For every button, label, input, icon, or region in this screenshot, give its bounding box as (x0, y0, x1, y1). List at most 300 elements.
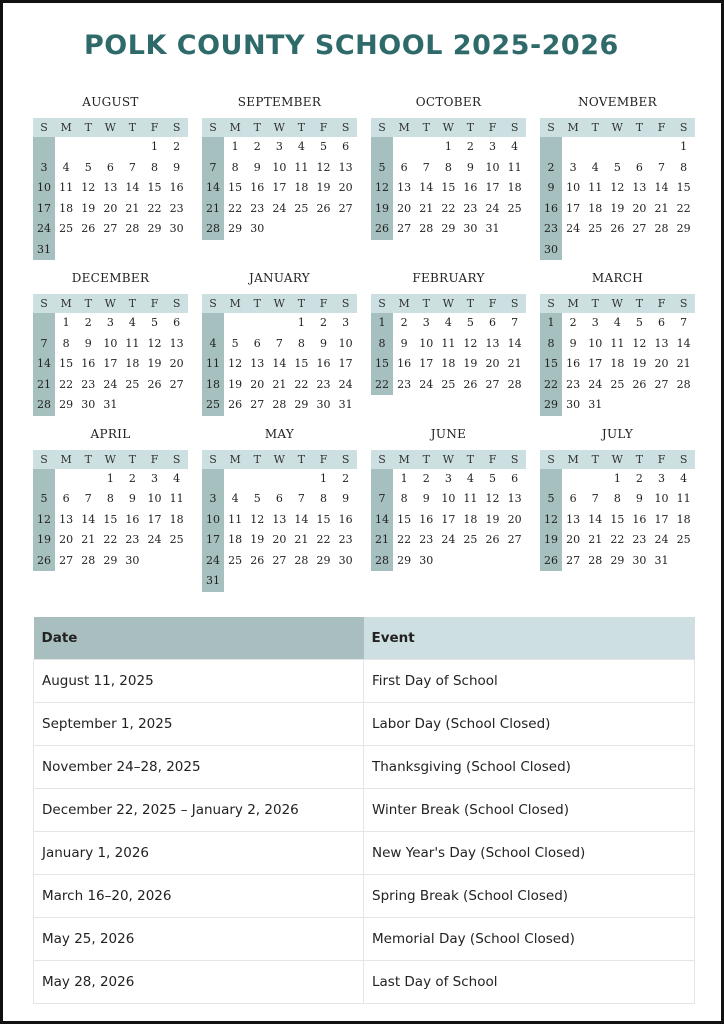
day-cell: 22 (441, 201, 456, 215)
day-cell: 8 (371, 334, 393, 355)
empty-day-cell (393, 137, 415, 158)
day-cell: 13 (103, 181, 118, 194)
day-cell: 19 (463, 357, 478, 370)
weekday-header: F (312, 450, 334, 469)
empty-day-cell (143, 395, 165, 416)
day-cell: 5 (231, 336, 239, 350)
day-cell: 22 (676, 201, 691, 215)
day-cell: 31 (33, 240, 55, 261)
weekday-header: T (459, 450, 481, 469)
day-cell: 18 (59, 201, 74, 215)
calendar-grid (33, 92, 695, 592)
day-cell: 19 (540, 530, 562, 551)
day-cell: 22 (103, 533, 118, 546)
day-cell: 5 (635, 316, 643, 329)
day-cell: 11 (294, 160, 309, 174)
empty-day-cell (121, 395, 143, 416)
empty-day-cell (650, 395, 672, 416)
event-cell: Last Day of School (364, 961, 695, 1004)
empty-day-cell (606, 395, 628, 416)
day-cell: 20 (103, 201, 118, 215)
day-cell: 7 (84, 492, 92, 505)
weekday-header: S (33, 118, 55, 137)
day-cell: 31 (588, 398, 603, 411)
day-cell: 14 (81, 512, 96, 526)
empty-day-cell (143, 551, 165, 572)
day-cell: 29 (540, 395, 562, 416)
month-name: DECEMBER (71, 271, 150, 285)
day-cell: 7 (33, 334, 55, 355)
empty-day-cell (650, 137, 672, 158)
month-name: OCTOBER (415, 95, 482, 109)
table-row (34, 961, 695, 1004)
empty-day-cell (606, 240, 628, 261)
day-cell: 31 (485, 222, 500, 235)
day-cell: 18 (676, 512, 691, 526)
empty-day-cell (202, 137, 224, 158)
weekday-header: F (312, 294, 334, 313)
weekday-header: S (33, 294, 55, 313)
empty-day-cell (312, 571, 334, 592)
day-cell: 18 (441, 357, 456, 370)
empty-day-cell (33, 313, 55, 334)
day-cell: 19 (485, 512, 500, 526)
day-cell: 9 (84, 336, 92, 350)
day-cell: 3 (342, 316, 350, 329)
day-cell: 10 (33, 178, 55, 199)
day-cell: 25 (59, 222, 74, 235)
empty-day-cell (650, 240, 672, 261)
day-cell: 17 (419, 357, 434, 370)
day-cell: 28 (294, 553, 309, 567)
day-cell: 13 (272, 512, 287, 526)
day-cell: 10 (202, 510, 224, 531)
day-cell: 6 (106, 160, 114, 174)
month-name: AUGUST (82, 95, 139, 109)
weekday-header: F (143, 450, 165, 469)
empty-day-cell (562, 240, 584, 261)
day-cell: 3 (444, 471, 452, 485)
empty-day-cell (415, 137, 437, 158)
date-cell: December 22, 2025 – January 2, 2026 (34, 789, 364, 832)
day-cell: 26 (610, 222, 625, 235)
day-cell: 19 (81, 201, 96, 215)
event-cell: Memorial Day (School Closed) (364, 918, 695, 961)
page-title: POLK COUNTY SCHOOL 2025-2026 (84, 30, 619, 61)
day-cell: 22 (147, 201, 162, 215)
day-cell: 28 (654, 222, 669, 235)
day-cell: 27 (632, 222, 647, 235)
day-cell: 26 (316, 201, 331, 215)
day-cell: 24 (202, 551, 224, 572)
weekday-header: S (540, 294, 562, 313)
day-cell: 12 (33, 510, 55, 531)
day-cell: 6 (635, 160, 643, 174)
weekday-header: S (371, 294, 393, 313)
day-cell: 23 (81, 377, 96, 391)
day-cell: 14 (419, 181, 434, 194)
day-cell: 1 (680, 140, 688, 153)
day-cell: 18 (610, 357, 625, 370)
day-cell: 22 (397, 533, 412, 546)
empty-day-cell (673, 240, 695, 261)
day-cell: 26 (250, 553, 265, 567)
day-cell: 18 (228, 533, 243, 546)
empty-day-cell (628, 137, 650, 158)
day-cell: 15 (540, 354, 562, 375)
event-cell: Spring Break (School Closed) (364, 875, 695, 918)
day-cell: 1 (231, 140, 239, 153)
day-cell: 17 (202, 530, 224, 551)
day-cell: 18 (463, 512, 478, 526)
day-cell: 8 (106, 492, 114, 505)
month-days-grid (33, 118, 188, 260)
day-cell: 17 (485, 181, 500, 194)
empty-day-cell (268, 313, 290, 334)
empty-day-cell (77, 240, 99, 261)
day-cell: 31 (654, 553, 669, 567)
day-cell: 28 (588, 553, 603, 567)
day-cell: 2 (253, 140, 261, 153)
weekday-header: W (268, 450, 290, 469)
day-cell: 2 (84, 316, 92, 329)
day-cell: 24 (103, 377, 118, 391)
day-cell: 10 (419, 336, 434, 350)
day-cell: 9 (253, 160, 261, 174)
empty-day-cell (121, 240, 143, 261)
day-cell: 25 (228, 553, 243, 567)
day-cell: 30 (169, 222, 184, 235)
day-cell: 31 (202, 571, 224, 592)
event-cell: First Day of School (364, 660, 695, 703)
month-calendar (371, 268, 526, 416)
day-cell: 8 (540, 334, 562, 355)
empty-day-cell (99, 137, 121, 158)
empty-day-cell (55, 469, 77, 490)
month-name: JULY (601, 426, 634, 441)
empty-day-cell (202, 469, 224, 490)
empty-day-cell (268, 219, 290, 240)
day-cell: 17 (566, 201, 581, 215)
day-cell: 14 (202, 178, 224, 199)
empty-day-cell (628, 395, 650, 416)
day-cell: 25 (125, 377, 140, 391)
day-cell: 12 (371, 178, 393, 199)
weekday-header: F (143, 294, 165, 313)
empty-day-cell (166, 240, 188, 261)
month-calendar (33, 92, 188, 260)
day-cell: 18 (507, 181, 522, 194)
day-cell: 21 (81, 533, 96, 546)
day-cell: 9 (540, 178, 562, 199)
empty-day-cell (290, 469, 312, 490)
day-cell: 26 (81, 222, 96, 235)
day-cell: 23 (169, 201, 184, 215)
day-cell: 30 (632, 553, 647, 567)
table-row (34, 746, 695, 789)
day-cell: 3 (151, 471, 159, 485)
day-cell: 22 (371, 375, 393, 396)
day-cell: 23 (125, 533, 140, 546)
day-cell: 14 (33, 354, 55, 375)
day-cell: 17 (441, 512, 456, 526)
day-cell: 24 (419, 377, 434, 391)
day-cell: 29 (147, 222, 162, 235)
day-cell: 23 (316, 377, 331, 391)
day-cell: 30 (566, 398, 581, 411)
day-cell: 3 (33, 158, 55, 179)
day-cell: 11 (125, 336, 140, 350)
table-header-row (34, 617, 695, 660)
day-cell: 6 (400, 160, 408, 174)
day-cell: 27 (485, 377, 500, 391)
day-cell: 24 (654, 533, 669, 546)
day-cell: 21 (419, 201, 434, 215)
day-cell: 24 (338, 377, 353, 391)
empty-day-cell (290, 219, 312, 240)
day-cell: 15 (610, 512, 625, 526)
empty-day-cell (166, 551, 188, 572)
day-cell: 25 (294, 201, 309, 215)
day-cell: 7 (591, 492, 599, 505)
day-cell: 4 (128, 316, 136, 329)
month-name: MARCH (591, 271, 644, 285)
day-cell: 4 (511, 140, 519, 153)
weekday-header: W (99, 118, 121, 137)
day-cell: 8 (62, 336, 70, 350)
day-cell: 27 (59, 553, 74, 567)
day-cell: 1 (297, 316, 305, 329)
day-cell: 20 (250, 377, 265, 391)
day-cell: 9 (422, 492, 430, 505)
day-cell: 15 (147, 181, 162, 194)
weekday-header: F (481, 118, 503, 137)
empty-day-cell (99, 240, 121, 261)
day-cell: 29 (59, 398, 74, 411)
weekday-header: T (290, 294, 312, 313)
day-cell: 23 (540, 219, 562, 240)
day-cell: 29 (676, 222, 691, 235)
table-row (34, 703, 695, 746)
day-cell: 5 (253, 492, 261, 505)
empty-day-cell (224, 571, 246, 592)
day-cell: 28 (507, 377, 522, 391)
day-cell: 17 (654, 512, 669, 526)
date-cell: May 25, 2026 (34, 918, 364, 961)
weekday-header: S (673, 118, 695, 137)
day-cell: 5 (320, 140, 328, 153)
day-cell: 22 (59, 377, 74, 391)
day-cell: 7 (275, 336, 283, 350)
day-cell: 16 (566, 357, 581, 370)
weekday-header: S (673, 294, 695, 313)
day-cell: 13 (485, 336, 500, 350)
day-cell: 21 (654, 201, 669, 215)
weekday-header: S (335, 118, 357, 137)
day-cell: 14 (125, 181, 140, 194)
table-row (34, 875, 695, 918)
day-cell: 14 (371, 510, 393, 531)
day-cell: 10 (485, 160, 500, 174)
weekday-header: M (224, 294, 246, 313)
day-cell: 2 (320, 316, 328, 329)
weekday-header: W (268, 118, 290, 137)
empty-day-cell (540, 137, 562, 158)
day-cell: 14 (588, 512, 603, 526)
table-row (34, 660, 695, 703)
day-cell: 17 (103, 357, 118, 370)
day-cell: 22 (540, 375, 562, 396)
day-cell: 7 (297, 492, 305, 505)
day-cell: 27 (338, 201, 353, 215)
weekday-header: F (143, 118, 165, 137)
month-name: APRIL (90, 426, 131, 441)
month-days-grid (202, 294, 357, 416)
empty-day-cell (584, 240, 606, 261)
day-cell: 15 (316, 512, 331, 526)
date-cell: May 28, 2026 (34, 961, 364, 1004)
empty-day-cell (33, 469, 55, 490)
day-cell: 1 (151, 140, 159, 153)
weekday-header: T (415, 294, 437, 313)
event-cell: Thanksgiving (School Closed) (364, 746, 695, 789)
day-cell: 7 (422, 160, 430, 174)
day-cell: 20 (59, 533, 74, 546)
weekday-header: S (504, 450, 526, 469)
day-cell: 25 (676, 533, 691, 546)
day-cell: 3 (202, 489, 224, 510)
empty-day-cell (371, 137, 393, 158)
month-days-grid (33, 450, 188, 572)
weekday-header: F (650, 450, 672, 469)
day-cell: 5 (33, 489, 55, 510)
day-cell: 9 (173, 160, 181, 174)
day-cell: 8 (444, 160, 452, 174)
day-cell: 7 (680, 316, 688, 329)
weekday-header: S (504, 118, 526, 137)
day-cell: 27 (507, 533, 522, 546)
month-days-grid (540, 294, 695, 416)
day-cell: 19 (228, 377, 243, 391)
month-calendar (371, 424, 526, 592)
day-cell: 10 (147, 492, 162, 505)
weekday-header: M (224, 118, 246, 137)
day-cell: 21 (507, 357, 522, 370)
day-cell: 26 (147, 377, 162, 391)
empty-day-cell (246, 313, 268, 334)
day-cell: 13 (169, 336, 184, 350)
weekday-header: W (606, 450, 628, 469)
day-cell: 7 (658, 160, 666, 174)
day-cell: 20 (338, 181, 353, 194)
empty-day-cell (335, 571, 357, 592)
date-cell: March 16–20, 2026 (34, 875, 364, 918)
day-cell: 6 (253, 336, 261, 350)
day-cell: 24 (566, 222, 581, 235)
table-row (34, 918, 695, 961)
month-name: SEPTEMBER (237, 95, 322, 109)
day-cell: 24 (588, 377, 603, 391)
weekday-header: T (628, 450, 650, 469)
day-cell: 29 (228, 222, 243, 235)
day-cell: 2 (466, 140, 474, 153)
day-cell: 15 (59, 357, 74, 370)
day-cell: 18 (588, 201, 603, 215)
day-cell: 9 (569, 336, 577, 350)
empty-day-cell (371, 469, 393, 490)
empty-day-cell (584, 137, 606, 158)
day-cell: 10 (272, 160, 287, 174)
day-cell: 25 (169, 533, 184, 546)
day-cell: 27 (397, 222, 412, 235)
weekday-header: T (459, 118, 481, 137)
empty-day-cell (290, 571, 312, 592)
day-cell: 2 (128, 471, 136, 485)
empty-day-cell (540, 469, 562, 490)
day-cell: 24 (33, 219, 55, 240)
day-cell: 16 (463, 181, 478, 194)
day-cell: 26 (371, 219, 393, 240)
day-cell: 20 (566, 533, 581, 546)
weekday-header: T (290, 118, 312, 137)
empty-day-cell (224, 469, 246, 490)
day-cell: 11 (441, 336, 456, 350)
empty-day-cell (481, 551, 503, 572)
day-cell: 16 (419, 512, 434, 526)
day-cell: 6 (569, 492, 577, 505)
day-cell: 15 (294, 357, 309, 370)
empty-day-cell (224, 313, 246, 334)
day-cell: 28 (202, 219, 224, 240)
day-cell: 30 (419, 553, 434, 567)
empty-day-cell (33, 137, 55, 158)
day-cell: 18 (125, 357, 140, 370)
month-calendar (33, 424, 188, 592)
day-cell: 23 (463, 201, 478, 215)
day-cell: 21 (33, 375, 55, 396)
day-cell: 22 (294, 377, 309, 391)
month-days-grid (371, 118, 526, 240)
day-cell: 9 (466, 160, 474, 174)
weekday-header: M (562, 294, 584, 313)
day-cell: 23 (419, 533, 434, 546)
weekday-header: T (246, 450, 268, 469)
day-cell: 4 (444, 316, 452, 329)
weekday-header: S (371, 118, 393, 137)
day-cell: 20 (169, 357, 184, 370)
weekday-header: T (628, 294, 650, 313)
day-cell: 19 (316, 181, 331, 194)
day-cell: 17 (33, 199, 55, 220)
day-cell: 4 (202, 334, 224, 355)
day-cell: 14 (507, 336, 522, 350)
empty-day-cell (673, 551, 695, 572)
empty-day-cell (121, 137, 143, 158)
month-name: MAY (264, 426, 295, 441)
month-name: NOVEMBER (578, 95, 657, 109)
day-cell: 1 (540, 313, 562, 334)
day-cell: 27 (169, 377, 184, 391)
day-cell: 4 (297, 140, 305, 153)
day-cell: 21 (125, 201, 140, 215)
day-cell: 12 (610, 181, 625, 194)
day-cell: 21 (202, 199, 224, 220)
weekday-header: M (55, 450, 77, 469)
day-cell: 18 (202, 375, 224, 396)
date-cell: September 1, 2025 (34, 703, 364, 746)
weekday-header: M (393, 450, 415, 469)
month-days-grid (371, 294, 526, 395)
